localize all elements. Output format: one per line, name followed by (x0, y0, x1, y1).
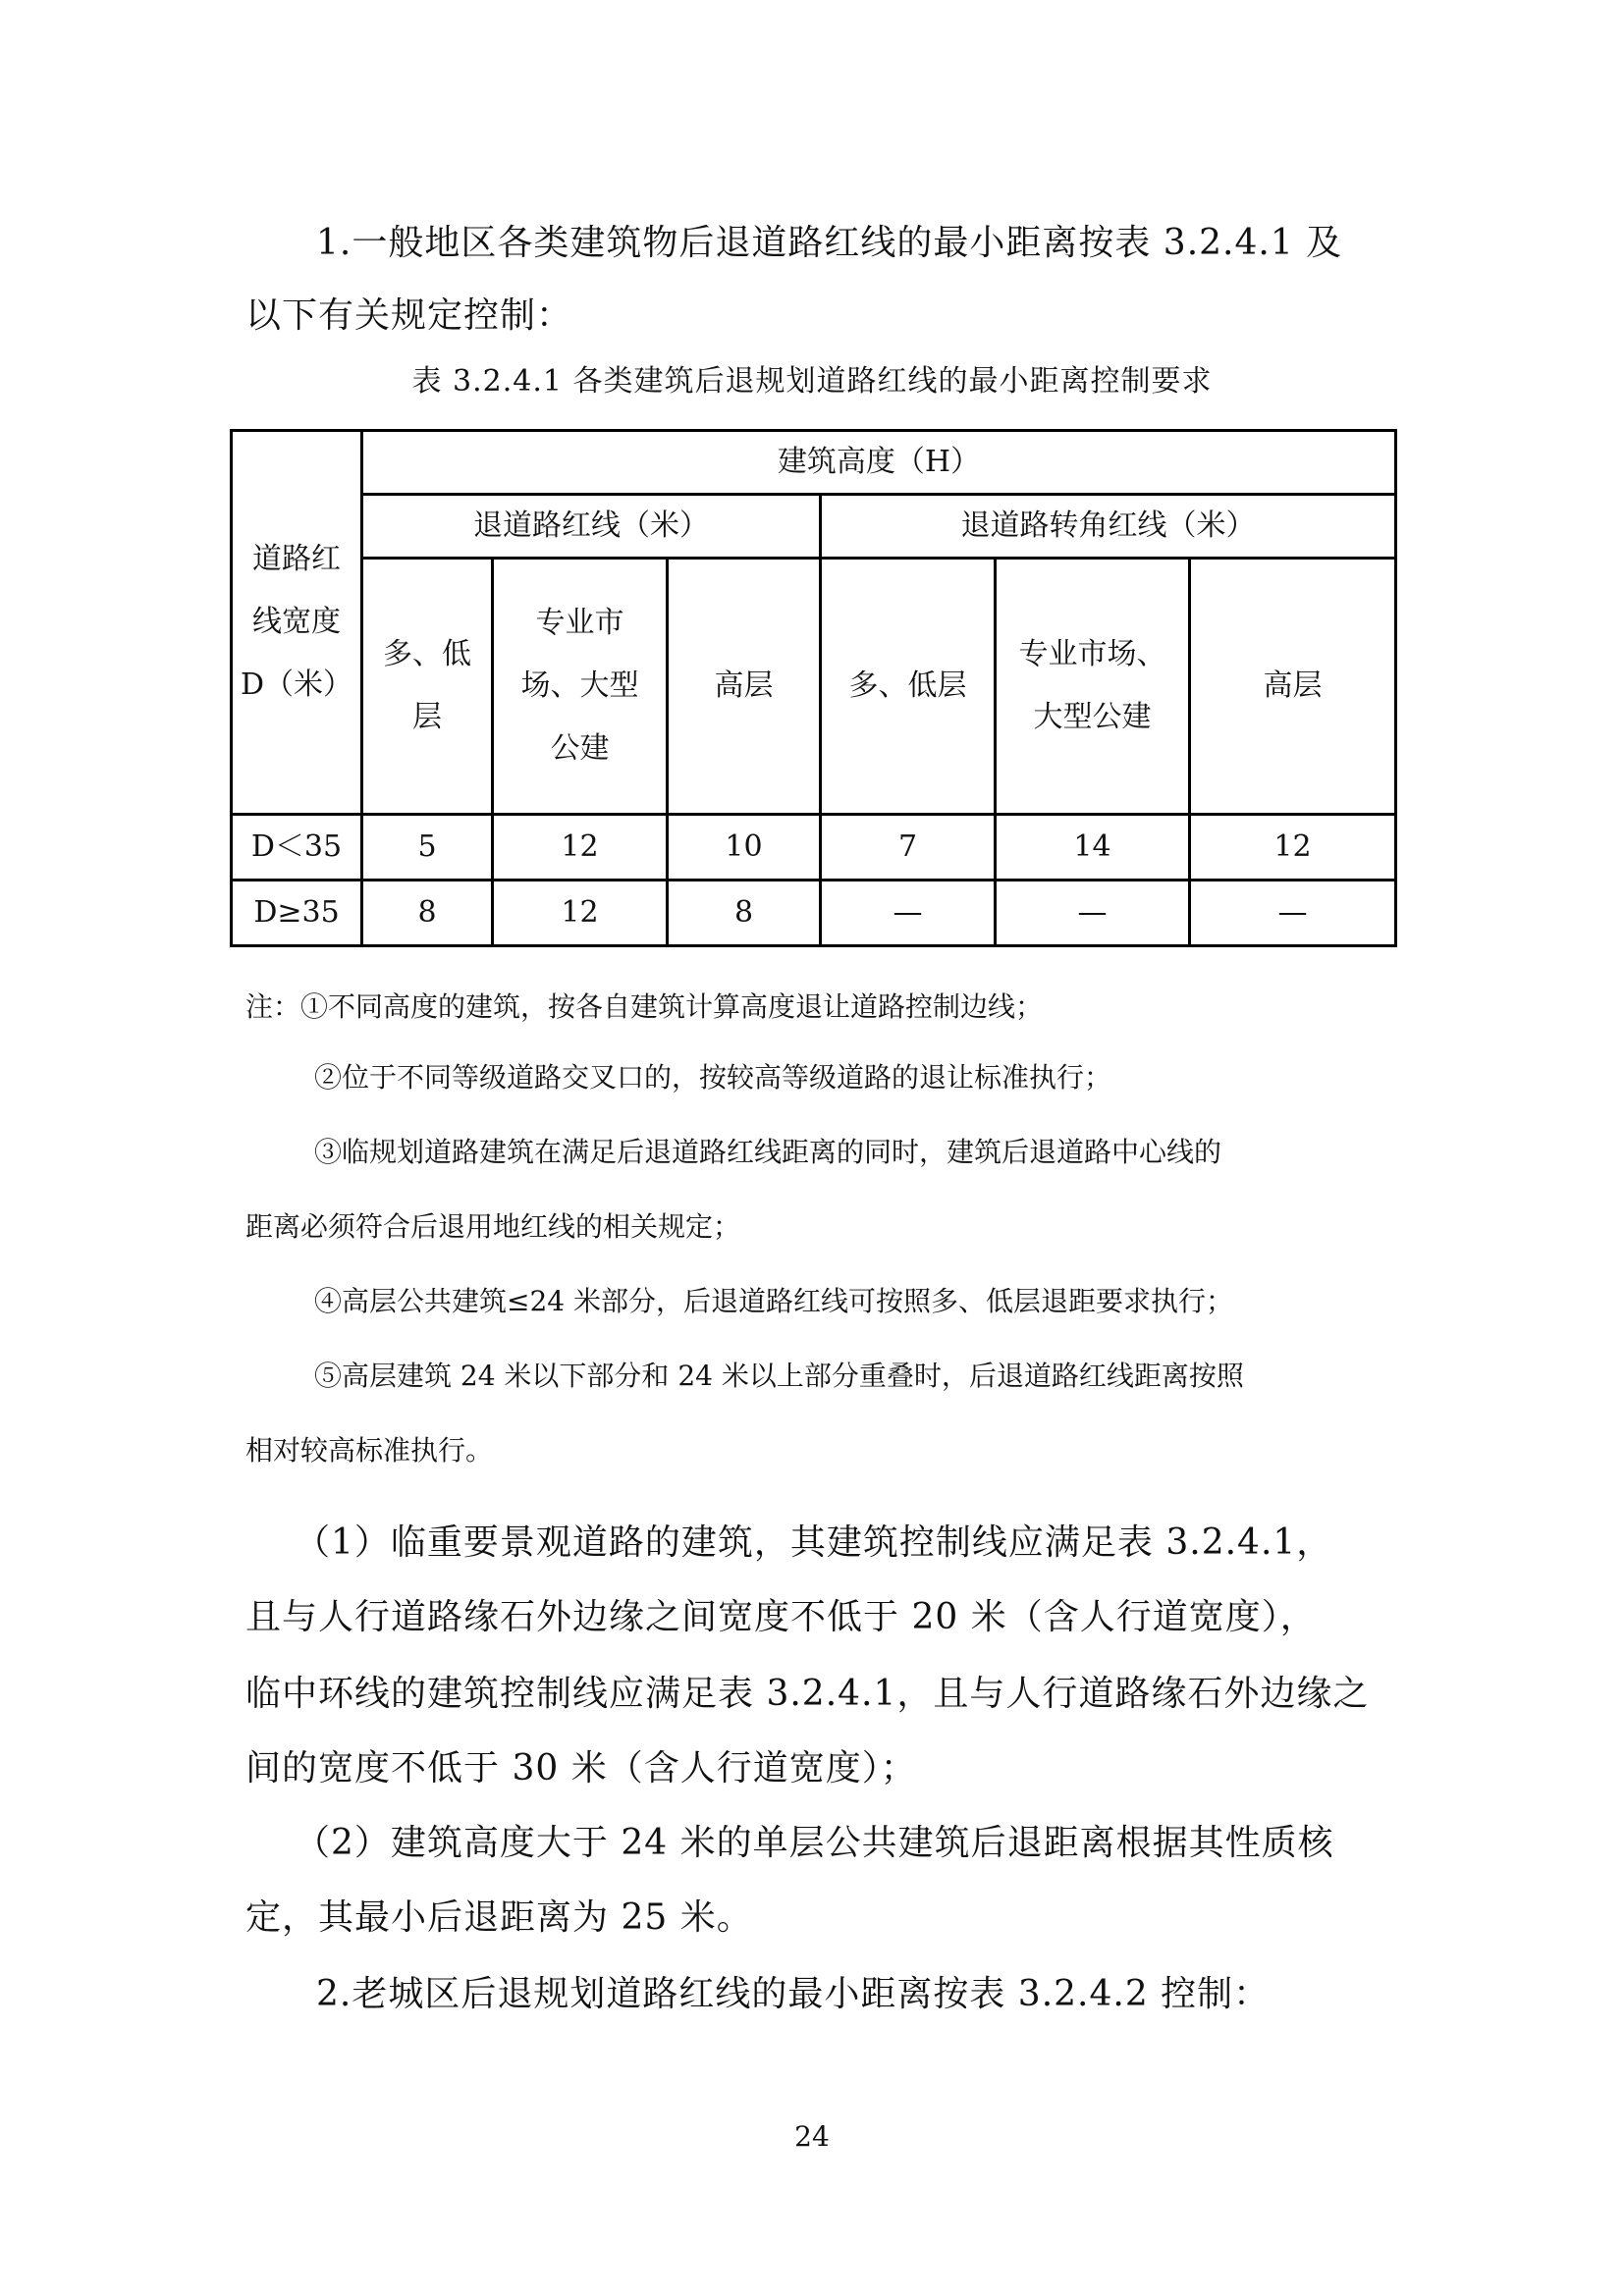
clause-1-line-4: 间的宽度不低于 30 米（含人行道宽度）； (245, 1748, 917, 1789)
sub-header-line: 层 (412, 700, 442, 734)
table-cell: 14 (996, 815, 1190, 881)
sub-header-line: 专业市场、 (1018, 637, 1166, 671)
group-header-corner-red-line: 退道路转角红线（米） (821, 495, 1396, 559)
clause-2-line-1: （2）建筑高度大于 24 米的单层公共建筑后退距离根据其性质核 (295, 1823, 1334, 1863)
setback-table (230, 429, 1397, 947)
item-2: 2.老城区后退规划道路红线的最小距离按表 3.2.4.2 控制： (316, 1974, 1271, 2014)
table-cell: 10 (668, 815, 821, 881)
sub-header-line: 高层 (1263, 668, 1323, 703)
intro-line-1: 1.一般地区各类建筑物后退道路红线的最小距离按表 3.2.4.1 及 (316, 223, 1343, 263)
table-cell: 12 (1190, 815, 1396, 881)
note-2: ②位于不同等级道路交叉口的，按较高等级道路的退让标准执行； (314, 1061, 1112, 1094)
table-cell: — (996, 881, 1190, 946)
header-row-1 (232, 431, 1396, 495)
header-row-2 (232, 495, 1396, 559)
row-label: D≥35 (232, 881, 362, 946)
row-header-line: D（米） (240, 667, 353, 702)
note-3: ③临规划道路建筑在满足后退道路红线距离的同时，建筑后退道路中心线的 (314, 1136, 1222, 1168)
group-header-red-line: 退道路红线（米） (362, 495, 821, 559)
sub-header-line: 高层 (714, 668, 774, 703)
sub-header-high-rise (668, 559, 821, 815)
table-cell: 12 (493, 881, 668, 946)
note-4: ④高层公共建筑≤24 米部分，后退道路红线可按照多、低层退距要求执行； (314, 1285, 1233, 1317)
clause-1-line-2: 且与人行道路缘石外边缘之间宽度不低于 20 米（含人行道宽度）， (245, 1597, 1317, 1637)
table-caption: 表 3.2.4.1 各类建筑后退规划道路红线的最小距离控制要求 (411, 364, 1213, 399)
row-label: D＜35 (232, 815, 362, 881)
sub-header-line: 专业市 (535, 606, 624, 640)
sub-header-line: 大型公建 (1033, 700, 1152, 734)
note-5-cont: 相对较高标准执行。 (245, 1434, 494, 1467)
intro-line-2: 以下有关规定控制： (245, 295, 573, 336)
top-header: 建筑高度（H） (362, 431, 1396, 495)
row-header-cell (232, 431, 362, 815)
sub-header-line: 多、低层 (848, 668, 967, 703)
table-cell: — (1190, 881, 1396, 946)
clause-1-line-1: （1）临重要景观道路的建筑，其建筑控制线应满足表 3.2.4.1， (295, 1522, 1333, 1563)
table-cell: 12 (493, 815, 668, 881)
table-cell: 5 (362, 815, 493, 881)
note-5: ⑤高层建筑 24 米以下部分和 24 米以上部分重叠时，后退道路红线距离按照 (314, 1360, 1244, 1392)
sub-header-corner-market-public (996, 559, 1190, 815)
sub-header-low-rise (362, 559, 493, 815)
table-cell: — (821, 881, 996, 946)
header-row-3 (232, 559, 1396, 815)
sub-header-market-public (493, 559, 668, 815)
note-1: 注：①不同高度的建筑，按各自建筑计算高度退让道路控制边线； (245, 990, 1044, 1023)
table-cell: 8 (362, 881, 493, 946)
sub-header-line: 场、大型 (520, 668, 639, 703)
table-cell: 7 (821, 815, 996, 881)
table-row (232, 881, 1396, 946)
sub-header-line: 公建 (550, 731, 610, 766)
row-header-line: 道路红 (252, 542, 341, 576)
table-row (232, 815, 1396, 881)
sub-header-line: 多、低 (383, 637, 471, 671)
page-number: 24 (794, 2120, 830, 2153)
sub-header-corner-high-rise (1190, 559, 1396, 815)
clause-1-line-3: 临中环线的建筑控制线应满足表 3.2.4.1，且与人行道路缘石外边缘之 (245, 1674, 1370, 1714)
clause-2-line-2: 定，其最小后退距离为 25 米。 (245, 1897, 753, 1938)
table-cell: 8 (668, 881, 821, 946)
note-3-cont: 距离必须符合后退用地红线的相关规定； (245, 1210, 741, 1243)
sub-header-corner-low-rise (821, 559, 996, 815)
row-header-line: 线宽度 (252, 605, 341, 639)
